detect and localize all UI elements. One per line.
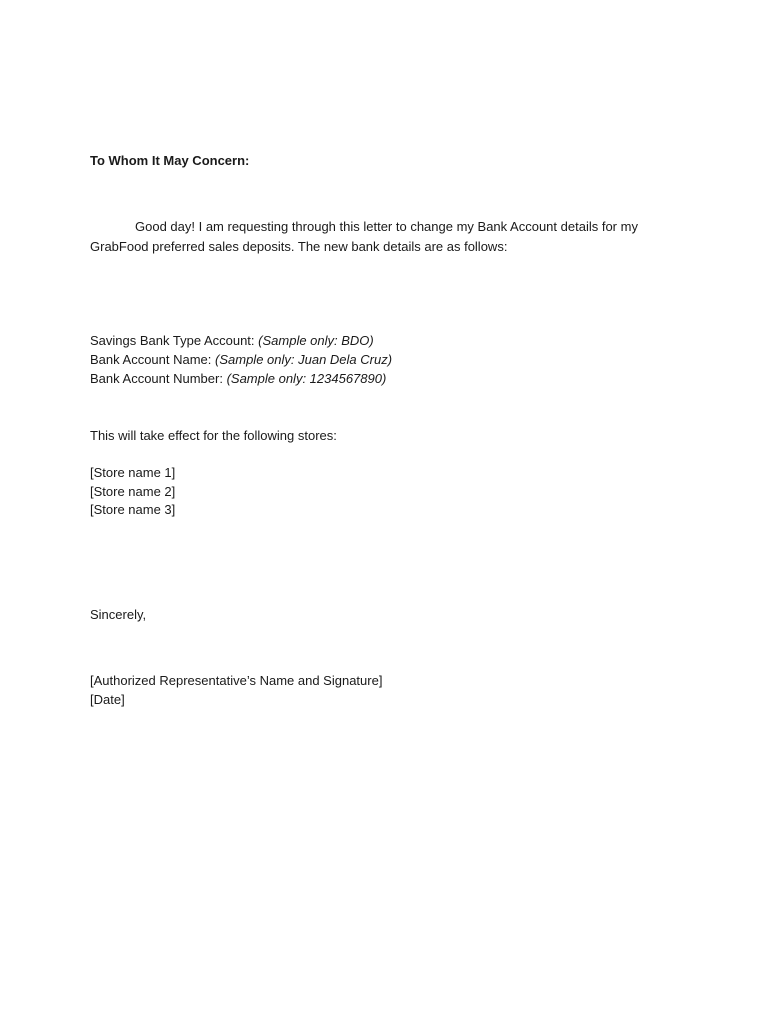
store-name-2: [Store name 2] xyxy=(90,484,176,499)
effect-statement: This will take effect for the following stores: xyxy=(90,428,337,443)
bank-name-sample: (Sample only: Juan Dela Cruz) xyxy=(215,352,393,367)
body-paragraph-line-2: GrabFood preferred sales deposits. The new bank details are as follows: xyxy=(90,239,508,254)
salutation: To Whom It May Concern: xyxy=(90,153,250,168)
bank-type-label: Savings Bank Type Account: xyxy=(90,333,259,348)
bank-number-label: Bank Account Number: xyxy=(90,371,227,386)
date-placeholder: [Date] xyxy=(90,692,125,707)
store-name-1: [Store name 1] xyxy=(90,465,176,480)
body-paragraph-line-1 xyxy=(90,217,638,236)
bank-type-line xyxy=(90,331,374,350)
closing: Sincerely, xyxy=(90,607,147,622)
body-text-1: Good day! I am requesting through this letter to change my Bank Account details for my xyxy=(135,219,638,234)
bank-type-sample: (Sample only: BDO) xyxy=(258,333,374,348)
bank-name-line xyxy=(90,350,392,369)
store-name-3: [Store name 3] xyxy=(90,502,176,517)
bank-number-sample: (Sample only: 1234567890) xyxy=(226,371,387,386)
representative-name-signature: [Authorized Representative’s Name and Signature] xyxy=(90,673,383,688)
bank-number-line xyxy=(90,369,386,388)
bank-name-label: Bank Account Name: xyxy=(90,352,216,367)
